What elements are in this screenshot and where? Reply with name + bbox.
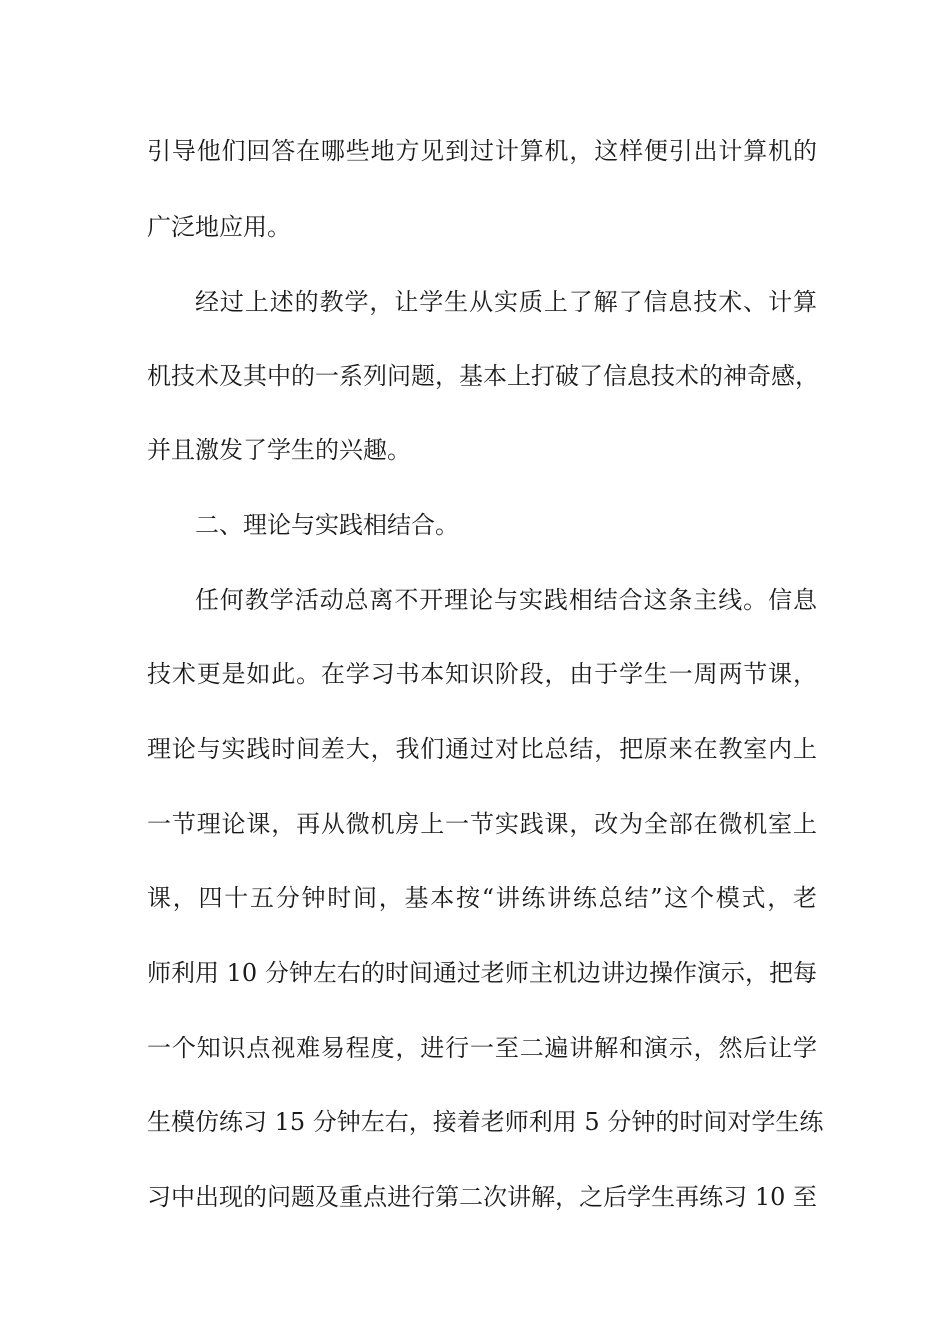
paragraph-line: 生模仿练习 15 分钟左右，接着老师利用 5 分钟的时间对学生练 — [147, 1108, 824, 1136]
paragraph-line: 一个知识点视难易程度，进行一至二遍讲解和演示，然后让学 — [147, 1034, 817, 1062]
paragraph-line: 广泛地应用。 — [147, 213, 291, 241]
paragraph-line: 并且激发了学生的兴趣。 — [147, 436, 411, 464]
paragraph-line: 师利用 10 分钟左右的时间通过老师主机边讲边操作演示，把每 — [147, 959, 817, 987]
paragraph-line: 机技术及其中的一系列问题，基本上打破了信息技术的神奇感， — [147, 362, 819, 390]
section-heading: 二、理论与实践相结合。 — [195, 511, 459, 539]
paragraph-line: 任何教学活动总离不开理论与实践相结合这条主线。信息 — [195, 586, 817, 614]
paragraph-line: 经过上述的教学，让学生从实质上了解了信息技术、计算 — [195, 288, 817, 316]
paragraph-line: 习中出现的问题及重点进行第二次讲解，之后学生再练习 10 至 — [147, 1183, 817, 1211]
paragraph-line: 一节理论课，再从微机房上一节实践课，改为全部在微机室上 — [147, 810, 817, 838]
paragraph-line: 理论与实践时间差大，我们通过对比总结，把原来在教室内上 — [147, 735, 817, 763]
paragraph-line: 课，四十五分钟时间，基本按“讲练讲练总结”这个模式，老 — [147, 884, 817, 912]
paragraph-line: 引导他们回答在哪些地方见到过计算机，这样便引出计算机的 — [147, 137, 817, 165]
paragraph-line: 技术更是如此。在学习书本知识阶段，由于学生一周两节课， — [147, 660, 817, 688]
